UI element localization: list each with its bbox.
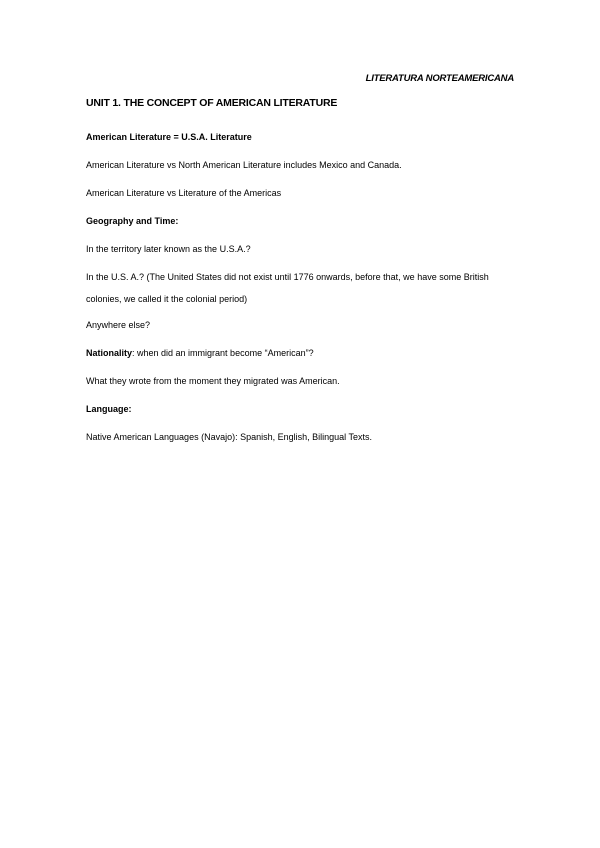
paragraph-definition: American Literature = U.S.A. Literature (86, 132, 252, 142)
heading-geography-time: Geography and Time: (86, 216, 179, 226)
nationality-label: Nationality (86, 348, 133, 358)
document-body (86, 96, 516, 458)
paragraph-americas: American Literature vs Literature of the Americas (86, 188, 282, 198)
paragraph-territory: In the territory later known as the U.S.A.? (86, 244, 251, 254)
heading-language: Language: (86, 404, 132, 414)
unit-title: UNIT 1. THE CONCEPT OF AMERICAN LITERATURE (86, 97, 338, 109)
paragraph-north-american: American Literature vs North American Literature includes Mexico and Canada. (86, 160, 402, 170)
paragraph-languages: Native American Languages (Navajo): Spanish, English, Bilingual Texts. (86, 432, 372, 442)
paragraph-migrated: What they wrote from the moment they migrated was American. (86, 376, 340, 386)
nationality-text: : when did an immigrant become “American”? (132, 348, 314, 358)
paragraph-nationality (86, 346, 516, 360)
paragraph-anywhere: Anywhere else? (86, 320, 151, 330)
running-header: LITERATURA NORTEAMERICANA (365, 73, 514, 84)
paragraph-usa-history: In the U.S. A.? (The United States did not exist until 1776 onwards, before that, we have some British colonies, we called it the colonial period) (86, 272, 489, 304)
